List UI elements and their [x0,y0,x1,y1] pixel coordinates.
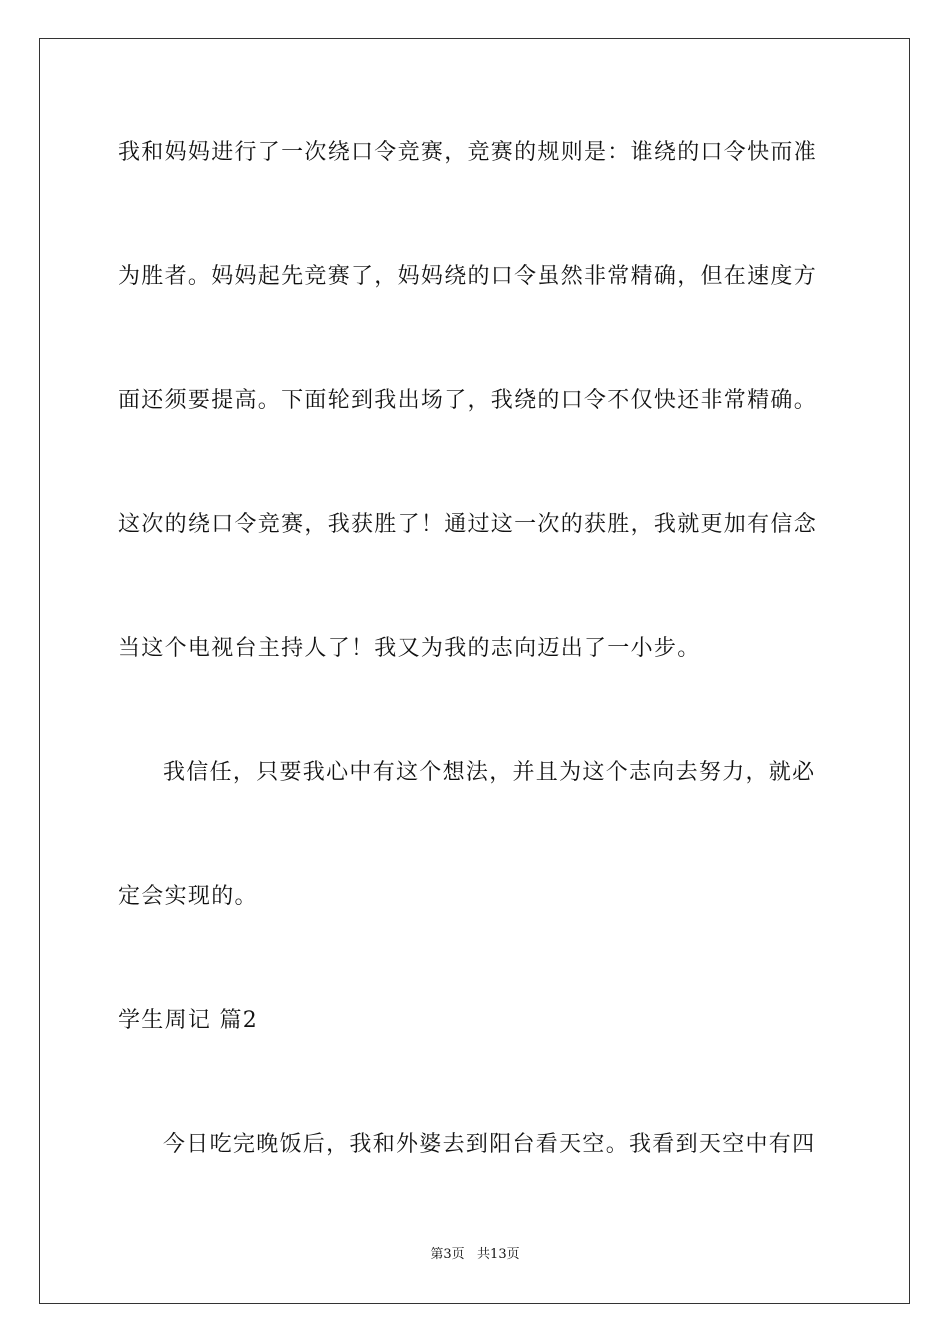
body-text-line-6: 我信任，只要我心中有这个想法，并且为这个志向去努力，就必 [163,760,816,785]
page-number-footer: 第3页 共13页 [430,1247,520,1262]
section-heading: 学生周记 篇2 [118,1008,259,1033]
body-text-line-3: 面还须要提高。下面轮到我出场了，我绕的口令不仅快还非常精确。 [118,388,818,413]
body-text-line-4: 这次的绕口令竞赛，我获胜了！通过这一次的获胜，我就更加有信念 [118,512,818,537]
body-text-line-7: 定会实现的。 [118,884,258,909]
page-border [39,38,910,1304]
body-text-line-5: 当这个电视台主持人了！我又为我的志向迈出了一小步。 [118,636,701,661]
body-text-line-2: 为胜者。妈妈起先竞赛了，妈妈绕的口令虽然非常精确，但在速度方 [118,264,818,289]
body-text-line-1: 我和妈妈进行了一次绕口令竞赛，竞赛的规则是：谁绕的口令快而准 [118,140,818,165]
body-text-line-8: 今日吃完晚饭后，我和外婆去到阳台看天空。我看到天空中有四 [163,1132,816,1157]
